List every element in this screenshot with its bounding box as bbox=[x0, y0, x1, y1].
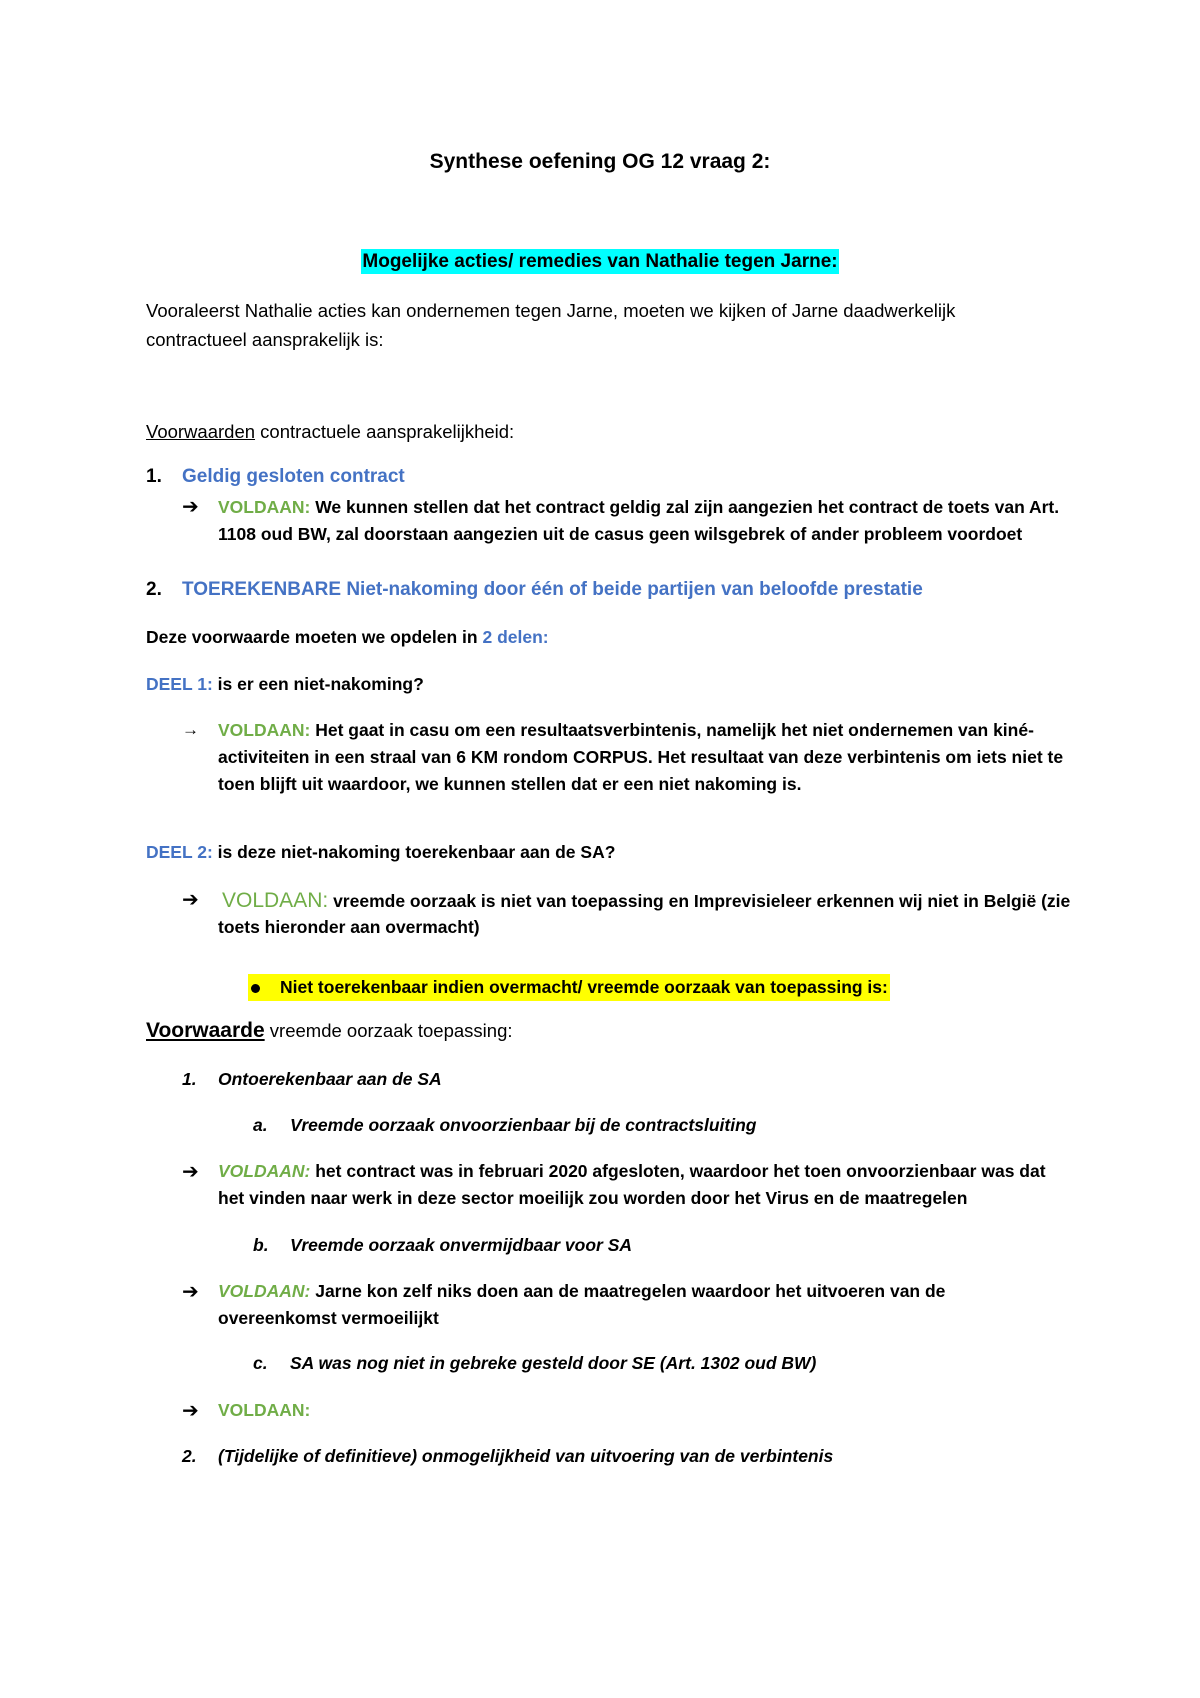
deel-1-text-1: Het gaat in casu om een resultaatsverbintenis, namelijk het niet ondernemen van kiné- bbox=[310, 720, 1034, 740]
sub-c-text: SA was nog niet in gebreke gesteld door SE (Art. 1302 oud BW) bbox=[290, 1353, 817, 1373]
highlighted-bullet bbox=[248, 974, 890, 1001]
sub-b-text: Vreemde oorzaak onvermijdbaar voor SA bbox=[290, 1235, 633, 1255]
bullet-dot-icon bbox=[251, 984, 260, 993]
arrow-thin-icon: → bbox=[182, 720, 199, 739]
arrow-icon: ➔ bbox=[182, 889, 199, 911]
voldaan-a-text-1: het contract was in februari 2020 afgesloten, waardoor het toen onvoorzienbaar was dat bbox=[310, 1161, 1046, 1181]
deel-1-line-3: toen blijft uit waardoor, we kunnen stellen dat er een niet nakoming is. bbox=[218, 774, 802, 794]
voldaan-label: VOLDAAN: bbox=[218, 720, 311, 740]
voldaan-a-line-1 bbox=[218, 1161, 1046, 1182]
deel-2-line-1 bbox=[222, 889, 1070, 913]
intro-line-1: Vooraleerst Nathalie acties kan ondernemen tegen Jarne, moeten we kijken of Jarne daadwerkelijk bbox=[146, 300, 956, 321]
sub-1-number: 1. bbox=[182, 1069, 197, 1089]
sub-b-letter: b. bbox=[253, 1235, 269, 1255]
deel-1-line-2: activiteiten in een straal van 6 KM rondom CORPUS. Het resultaat van deze verbintenis om iets niet te bbox=[218, 747, 1064, 767]
voldaan-label: VOLDAAN: bbox=[222, 889, 329, 912]
item-2-number: 2. bbox=[146, 579, 162, 600]
vreemde-heading-rest: vreemde oorzaak toepassing: bbox=[264, 1020, 513, 1041]
voldaan-label: VOLDAAN: bbox=[218, 497, 311, 517]
deel-2-line-2: toets hieronder aan overmacht) bbox=[218, 917, 480, 937]
conditions-heading bbox=[146, 421, 514, 443]
arrow-icon: ➔ bbox=[182, 496, 199, 518]
deel-1-label: DEEL 1: bbox=[146, 674, 213, 694]
voldaan-label: VOLDAAN: bbox=[218, 1281, 311, 1301]
section-heading: Mogelijke acties/ remedies van Nathalie tegen Jarne: bbox=[362, 251, 838, 272]
voldaan-b-line-1 bbox=[218, 1281, 945, 1302]
voldaan-c-label: VOLDAAN: bbox=[218, 1400, 311, 1420]
deel-2-text-1: vreemde oorzaak is niet van toepassing en Imprevisieleer erkennen wij niet in België (zie bbox=[328, 891, 1071, 911]
conditions-heading-underlined: Voorwaarden bbox=[146, 421, 256, 442]
sub-2-text: (Tijdelijke of definitieve) onmogelijkheid van uitvoering van de verbintenis bbox=[218, 1446, 834, 1466]
sub-c-letter: c. bbox=[253, 1353, 268, 1373]
item-1-line-2: 1108 oud BW, zal doorstaan aangezien uit de casus geen wilsgebrek of ander probleem voordoet bbox=[218, 524, 1023, 544]
deel-1-line-1 bbox=[218, 720, 1034, 741]
page-title: Synthese oefening OG 12 vraag 2: bbox=[429, 150, 771, 173]
deel-2-label: DEEL 2: bbox=[146, 842, 213, 862]
sub-a-text: Vreemde oorzaak onvoorzienbaar bij de contractsluiting bbox=[290, 1115, 757, 1135]
item-1-number: 1. bbox=[146, 466, 162, 487]
intro-line-2: contractueel aansprakelijk is: bbox=[146, 329, 384, 350]
sub-a-letter: a. bbox=[253, 1115, 268, 1135]
item-1-title: Geldig gesloten contract bbox=[182, 466, 405, 487]
sub-1-text: Ontoerekenbaar aan de SA bbox=[218, 1069, 442, 1089]
split-text: Deze voorwaarde moeten we opdelen in bbox=[146, 627, 483, 647]
sub-2-number: 2. bbox=[182, 1446, 197, 1466]
vreemde-heading bbox=[146, 1019, 513, 1043]
voldaan-b-text-1: Jarne kon zelf niks doen aan de maatregelen waardoor het uitvoeren van de bbox=[310, 1281, 946, 1301]
arrow-icon: ➔ bbox=[182, 1400, 199, 1422]
item-1-text-1: We kunnen stellen dat het contract geldig zal zijn aangezien het contract de toets van Art. bbox=[310, 497, 1060, 517]
deel-2-question-text: is deze niet-nakoming toerekenbaar aan de SA? bbox=[212, 842, 616, 862]
conditions-heading-rest: contractuele aansprakelijkheid: bbox=[255, 421, 515, 442]
item-1-line-1 bbox=[218, 497, 1059, 518]
vreemde-heading-underlined: Voorwaarde bbox=[146, 1019, 265, 1042]
deel-2-question bbox=[146, 842, 615, 863]
arrow-icon: ➔ bbox=[182, 1281, 199, 1303]
bullet-text: Niet toerekenbaar indien overmacht/ vreemde oorzaak van toepassing is: bbox=[280, 977, 888, 997]
split-line bbox=[146, 627, 549, 648]
deel-1-question-text: is er een niet-nakoming? bbox=[212, 674, 424, 694]
split-highlight: 2 delen: bbox=[482, 627, 549, 647]
voldaan-label: VOLDAAN: bbox=[218, 1161, 311, 1181]
item-2-title: TOEREKENBARE Niet-nakoming door één of beide partijen van beloofde prestatie bbox=[182, 579, 923, 600]
arrow-icon: ➔ bbox=[182, 1161, 199, 1183]
voldaan-b-line-2: overeenkomst vermoeilijkt bbox=[218, 1308, 439, 1328]
voldaan-a-line-2: het vinden naar werk in deze sector moeilijk zou worden door het Virus en de maatregelen bbox=[218, 1188, 968, 1208]
deel-1-question bbox=[146, 674, 424, 695]
